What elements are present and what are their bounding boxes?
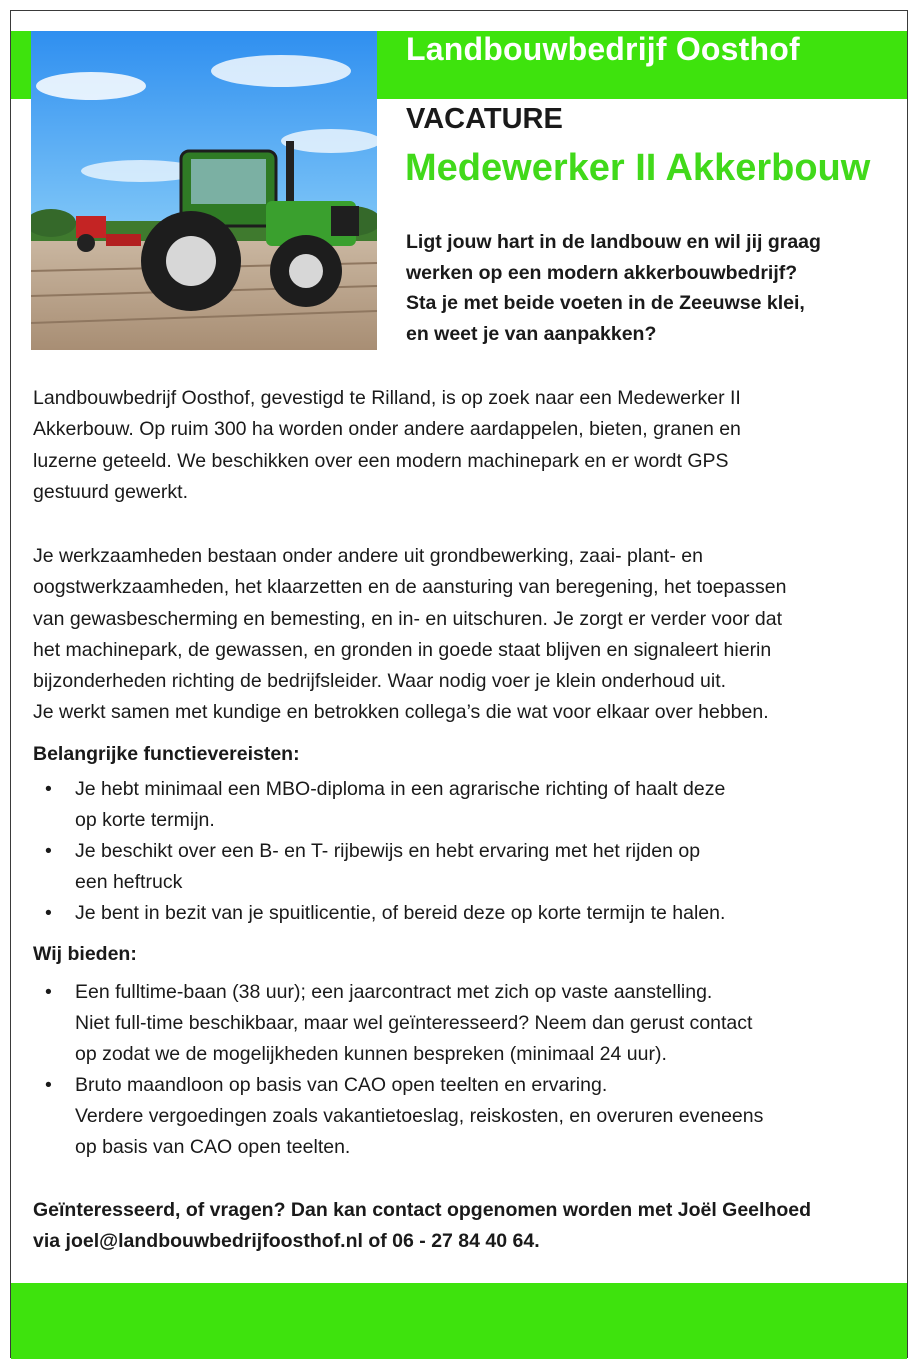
bullet-icon: • <box>45 1074 52 1096</box>
company-paragraph <box>33 383 893 508</box>
paragraph-line: Je werkzaamheden bestaan onder andere uit grondbewerking, zaai- plant- en <box>33 545 703 567</box>
paragraph-line: van gewasbescherming en bemesting, en in- en uitschuren. Je zorgt er verder voor dat <box>33 607 782 630</box>
list-item-text: Verdere vergoedingen zoals vakantietoeslag, reiskosten, en overuren eveneens <box>75 1105 764 1127</box>
tractor-photo <box>31 31 377 350</box>
offer-list <box>33 977 893 1163</box>
paragraph-line: bijzonderheden richting de bedrijfsleider. Waar nodig voer je klein onderhoud uit. <box>33 670 727 693</box>
bullet-icon: • <box>45 840 52 862</box>
bullet-icon: • <box>45 902 52 924</box>
list-item-text: op zodat we de mogelijkheden kunnen bespreken (minimaal 24 uur). <box>75 1043 667 1065</box>
company-name: Landbouwbedrijf Oosthof <box>406 31 800 67</box>
list-item-text: Een fulltime-baan (38 uur); een jaarcontract met zich op vaste aanstelling. <box>75 981 713 1003</box>
list-item-text: Bruto maandloon op basis van CAO open teelten en ervaring. <box>75 1074 608 1096</box>
paragraph-line: oogstwerkzaamheden, het klaarzetten en de aansturing van beregening, het toepassen <box>33 576 787 599</box>
intro-line: Sta je met beide voeten in de Zeeuwse klei, <box>406 292 805 314</box>
vacancy-label: VACATURE <box>406 103 563 135</box>
list-item-text: Je bent in bezit van je spuitlicentie, of bereid deze op korte termijn te halen. <box>75 902 726 924</box>
list-item <box>33 977 893 1070</box>
requirements-heading: Belangrijke functievereisten: <box>33 743 300 765</box>
intro-line: Ligt jouw hart in de landbouw en wil jij graag <box>406 231 821 253</box>
paragraph-line: Je werkt samen met kundige en betrokken collega’s die wat voor elkaar over hebben. <box>33 701 769 724</box>
list-item-text: Niet full-time beschikbaar, maar wel geïnteresseerd? Neem dan gerust contact <box>75 1012 753 1034</box>
contact-info <box>33 1195 811 1257</box>
footer-bar <box>11 1283 907 1359</box>
tasks-paragraph <box>33 541 893 729</box>
list-item-text: Je hebt minimaal een MBO-diploma in een agrarische richting of haalt deze <box>75 778 726 800</box>
paragraph-line: Akkerbouw. Op ruim 300 ha worden onder andere aardappelen, bieten, granen en <box>33 418 741 441</box>
intro-text <box>406 227 886 349</box>
job-title: Medewerker II Akkerbouw <box>405 147 871 189</box>
list-item-text: op korte termijn. <box>75 809 215 831</box>
list-item <box>33 836 893 898</box>
paragraph-line: Landbouwbedrijf Oosthof, gevestigd te Rilland, is op zoek naar een Medewerker II <box>33 387 741 409</box>
contact-line[interactable]: via joel@landbouwbedrijfoosthof.nl of 06 - 27 84 40 64. <box>33 1230 540 1252</box>
tractor-illustration <box>31 31 377 350</box>
paragraph-line: het machinepark, de gewassen, en gronden in goede staat blijven en signaleert hierin <box>33 638 772 661</box>
list-item <box>33 774 893 836</box>
requirements-list <box>33 774 893 929</box>
list-item-text: een heftruck <box>75 871 183 893</box>
intro-line: werken op een modern akkerbouwbedrijf? <box>406 261 798 284</box>
intro-line: en weet je van aanpakken? <box>406 322 657 345</box>
list-item <box>33 898 893 929</box>
list-item-text: Je beschikt over een B- en T- rijbewijs en hebt ervaring met het rijden op <box>75 840 701 862</box>
offer-heading: Wij bieden: <box>33 943 137 965</box>
list-item-text: op basis van CAO open teelten. <box>75 1136 351 1158</box>
paragraph-line: gestuurd gewerkt. <box>33 480 189 503</box>
bullet-icon: • <box>45 778 52 800</box>
paragraph-line: luzerne geteeld. We beschikken over een modern machinepark en er wordt GPS <box>33 449 729 472</box>
list-item <box>33 1070 893 1163</box>
vacancy-flyer <box>10 10 908 1358</box>
bullet-icon: • <box>45 981 52 1003</box>
contact-line: Geïnteresseerd, of vragen? Dan kan contact opgenomen worden met Joël Geelhoed <box>33 1199 812 1221</box>
